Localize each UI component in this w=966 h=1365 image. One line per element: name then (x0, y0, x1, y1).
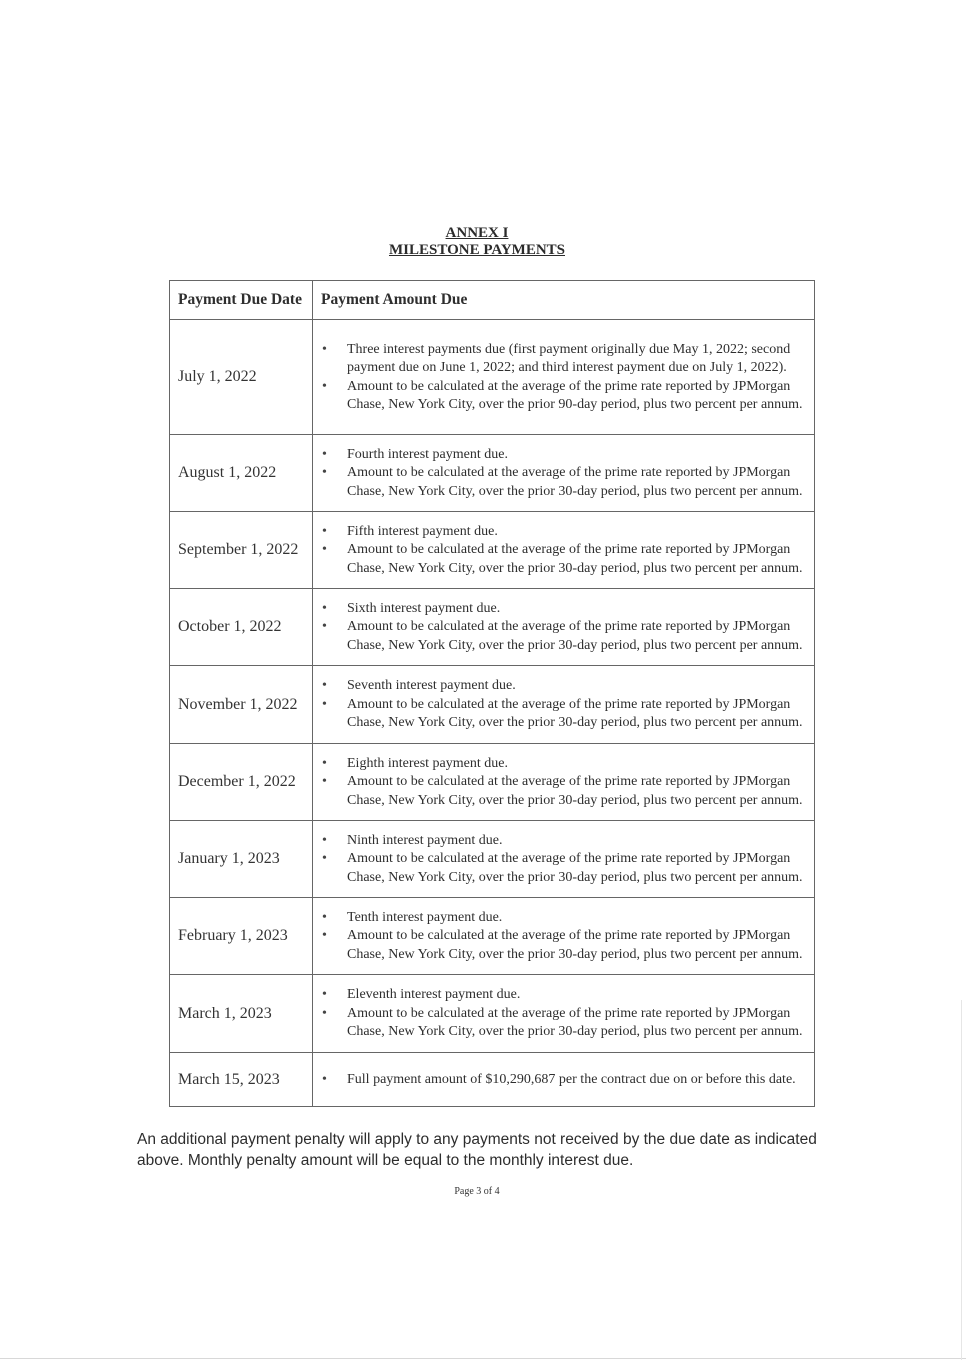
bullet-item: • Fifth interest payment due. (313, 523, 808, 542)
payment-amount-due (313, 320, 815, 435)
bullet-item: • Amount to be calculated at the average of the prime rate reported by JPMorgan Chase, New York City, over the prior 30-day period, plus two percent per annum. (313, 773, 808, 810)
bullet-item: • Amount to be calculated at the average of the prime rate reported by JPMorgan Chase, New York City, over the prior 30-day period, plus two percent per annum. (313, 464, 808, 501)
bullet-item: • Amount to be calculated at the average of the prime rate reported by JPMorgan Chase, New York City, over the prior 90-day period, plus two percent per annum. (313, 378, 808, 415)
bullet-list (313, 446, 808, 502)
bullet-item: • Amount to be calculated at the average of the prime rate reported by JPMorgan Chase, New York City, over the prior 30-day period, plus two percent per annum. (313, 927, 808, 964)
header-payment-amount-due: Payment Amount Due (313, 281, 815, 320)
bullet-item: • Eleventh interest payment due. (313, 986, 808, 1005)
bullet-item: • Amount to be calculated at the average of the prime rate reported by JPMorgan Chase, New York City, over the prior 30-day period, plus two percent per annum. (313, 541, 808, 578)
table-row (170, 666, 815, 744)
bullet-item: • Fourth interest payment due. (313, 446, 808, 465)
bullet-list (313, 600, 808, 656)
bullet-item: • Ninth interest payment due. (313, 832, 808, 851)
bullet-list (313, 909, 808, 965)
payment-amount-due (313, 744, 815, 821)
bullet-item: • Seventh interest payment due. (313, 677, 808, 696)
payment-amount-due (313, 435, 815, 512)
bullet-list (313, 341, 808, 415)
payment-due-date: October 1, 2022 (170, 589, 313, 666)
payment-amount-due (313, 512, 815, 589)
payment-amount-due (313, 975, 815, 1053)
table-row (170, 898, 815, 975)
annex-subtitle: MILESTONE PAYMENTS (388, 242, 565, 258)
bullet-list (313, 1071, 808, 1090)
table-row (170, 821, 815, 898)
bullet-list (313, 677, 808, 733)
bullet-item: • Eighth interest payment due. (313, 755, 808, 774)
page-bottom-edge (0, 1358, 966, 1359)
table-row (170, 512, 815, 589)
bullet-item: • Full payment amount of $10,290,687 per the contract due on or before this date. (313, 1071, 808, 1090)
payment-amount-due (313, 821, 815, 898)
table-header-row (170, 281, 815, 320)
payment-amount-due (313, 666, 815, 744)
penalty-note: An additional payment penalty will apply to any payments not received by the due date as indicated above. Monthly penalty amount will be equal to the monthly interest due. (137, 1131, 817, 1169)
annex-heading (0, 225, 954, 259)
bullet-item: • Amount to be calculated at the average of the prime rate reported by JPMorgan Chase, New York City, over the prior 30-day period, plus two percent per annum. (313, 618, 808, 655)
bullet-list (313, 755, 808, 811)
table-row (170, 975, 815, 1053)
bullet-item: • Sixth interest payment due. (313, 600, 808, 619)
payment-due-date: July 1, 2022 (170, 320, 313, 435)
table-body (170, 320, 815, 1107)
header-payment-due-date: Payment Due Date (170, 281, 313, 320)
payment-due-date: January 1, 2023 (170, 821, 313, 898)
bullet-item: • Amount to be calculated at the average of the prime rate reported by JPMorgan Chase, New York City, over the prior 30-day period, plus two percent per annum. (313, 1005, 808, 1042)
annex-title: ANNEX I (445, 225, 509, 241)
bullet-item: • Amount to be calculated at the average of the prime rate reported by JPMorgan Chase, New York City, over the prior 30-day period, plus two percent per annum. (313, 696, 808, 733)
payment-due-date: February 1, 2023 (170, 898, 313, 975)
milestone-payments-table (169, 280, 815, 1107)
table-row (170, 589, 815, 666)
payment-due-date: August 1, 2022 (170, 435, 313, 512)
bullet-list (313, 832, 808, 888)
table-row (170, 435, 815, 512)
payment-amount-due (313, 589, 815, 666)
table-row (170, 320, 815, 435)
payment-due-date: March 15, 2023 (170, 1053, 313, 1107)
table-row (170, 1053, 815, 1107)
bullet-item: • Three interest payments due (first payment originally due May 1, 2022; second payment due on June 1, 2022; and third interest payment due on July 1, 2022). (313, 341, 808, 378)
page-right-edge (961, 1000, 962, 1360)
bullet-list (313, 986, 808, 1042)
bullet-list (313, 523, 808, 579)
table-row (170, 744, 815, 821)
payment-due-date: September 1, 2022 (170, 512, 313, 589)
payment-due-date: December 1, 2022 (170, 744, 313, 821)
payment-amount-due (313, 1053, 815, 1107)
page-number: Page 3 of 4 (454, 1186, 500, 1197)
payment-due-date: March 1, 2023 (170, 975, 313, 1053)
payment-due-date: November 1, 2022 (170, 666, 313, 744)
bullet-item: • Amount to be calculated at the average of the prime rate reported by JPMorgan Chase, New York City, over the prior 30-day period, plus two percent per annum. (313, 850, 808, 887)
payment-amount-due (313, 898, 815, 975)
bullet-item: • Tenth interest payment due. (313, 909, 808, 928)
